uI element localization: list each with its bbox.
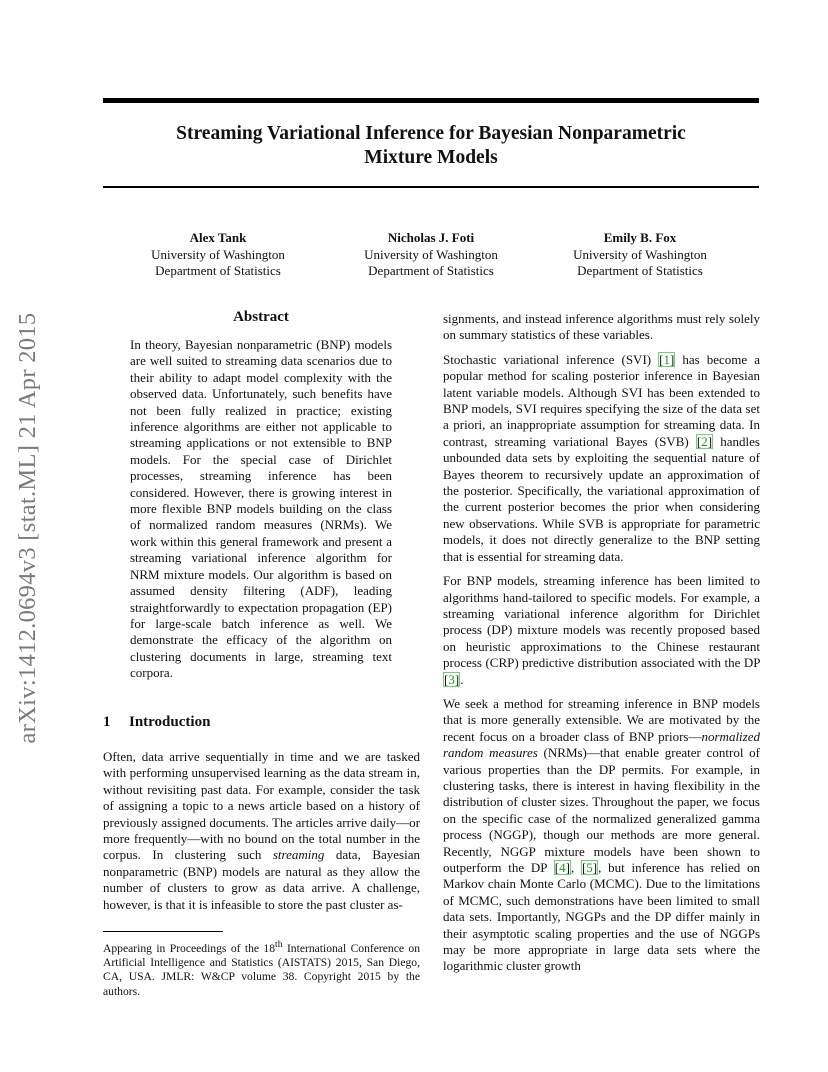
author-name: Nicholas J. Foti [387,230,475,245]
arxiv-identifier [8,290,48,765]
text-run: Often, data arrive sequentially in time and we are tasked with performing unsupervised learning as the data stream in, without revisiting past data. For example, consider the task of assigning a topic to a news article based on a history of previously assigned documents. The articles arrive daily—or more frequently—with no bound on the total number in the corpus. In clustering such [103,749,420,863]
author-department: Department of Statistics [155,263,281,278]
right-column [443,311,760,983]
author-affiliation: University of Washington [573,246,707,262]
emphasis-text: streaming [272,847,325,863]
section-heading-introduction [103,714,210,731]
text-run: We seek a method for streaming inference in BNP models that is more generally extensible. We are motivated by the recent focus on a broader class of BNP priors— [443,695,760,744]
citation-link[interactable]: [ 1 ] [658,352,675,367]
footnote [103,938,420,999]
text-run: International Conference on Artificial Intelligence and Statistics (AISTATS) 2015, San Diego, CA, USA. JMLR: W&CP volume 38. Copyright 2015 by the authors. [103,941,420,998]
superscript: th [275,939,283,950]
text-run: Appearing in Proceedings of the 18 [103,941,276,955]
paragraph [443,573,760,688]
abstract-heading: Abstract [233,309,289,325]
text-run: , [570,860,581,875]
paragraph [103,749,420,913]
citation-link[interactable]: [ 5 ] [581,860,598,875]
author-name: Alex Tank [189,230,247,245]
author-name: Emily B. Fox [603,230,677,245]
paragraph [443,696,760,975]
title-line-2: Mixture Models [364,147,498,168]
section-title: Introduction [129,714,211,730]
text-run: For BNP models, streaming inference has been limited to algorithms hand-tailored to specific models. For example, a streaming variational inference algorithm for Dirichlet process (DP) mixture models was recently proposed based on heuristic approximations to the Chinese restaurant process (CRP) predictive distribution associated with the DP [443,573,760,671]
text-run: data, Bayesian nonparametric (BNP) models are natural as they allow the number of clusters to grow as data arrive. A challenge, however, is that it is infeasible to store the past cluster as- [103,847,420,912]
abstract-text: In theory, Bayesian nonparametric (BNP) models are well suited to streaming data scenarios due to their ability to adapt model complexity with the observed data. Unfortunately, such benefits have not been fully realized in practice; existing inference algorithms are either not applicable to streaming applications or not extensible to BNP models. For the special case of Dirichlet processes, streaming inference has been considered. However, there is growing interest in more flexible BNP models building on the class of normalized random measures (NRMs). We work within this general framework and present a streaming variational inference algorithm for NRM mixture models. Our algorithm is based on assumed density filtering (ADF), leading straightforwardly to expectation propagation (EP) for large-scale batch inference as well. We demonstrate the efficacy of the algorithm on clustering documents in large, streaming text corpora. [130,337,392,681]
title-rule [103,186,759,188]
author-department: Department of Statistics [577,263,703,278]
author-department: Department of Statistics [368,263,494,278]
author-affiliation: University of Washington [151,246,285,262]
author-block-1 [118,230,318,280]
text-run: has become a popular method for scaling posterior inference in Bayesian latent variable models. Although SVI has been extended to BNP models, SVI requires specifying the size of the data set a priori, an inappropriate assumption for streaming data. In contrast, streaming variational Bayes (SVB) [443,351,760,449]
citation-link[interactable]: [ 2 ] [696,434,713,449]
arxiv-identifier-text: arXiv:1412.0694v3 [stat.ML] 21 Apr 2015 [14,312,41,743]
author-block-2 [331,230,531,280]
text-run: handles unbounded data sets by exploiting the sequential nature of Bayes theorem to recursively update an approximation of the posterior. Specifically, the variational approximation of the current posterior becomes the prior when considering new observations. While SVB is appropriate for parametric models, it does not directly generalize to the BNP setting that is essential for streaming data. [443,433,760,564]
emphasis-text: normalized random measures [443,728,760,761]
footnote-rule [103,931,223,932]
title-line-1: Streaming Variational Inference for Bayesian Nonparametric [176,123,686,144]
author-affiliation: University of Washington [364,246,498,262]
section-number: 1 [103,714,111,730]
citation-link[interactable]: [ 3 ] [443,672,460,687]
citation-link[interactable]: [ 4 ] [554,860,571,875]
author-block-3 [540,230,740,280]
text-run: (NRMs)—that enable greater control of various properties than the DP permits. For example, in clustering tasks, there is interest in having flexibility in the distribution of cluster sizes. Throughout the paper, we focus on the specific case of the normalized generalized gamma process (NGGP), though our methods are more general. Recently, NGGP mixture models have been shown to outperform the DP [443,745,760,875]
text-run: , but inference has relied on Markov chain Monte Carlo (MCMC). Due to the limitations of MCMC, such demonstrations have been limited to small data sets. Importantly, NGGPs and the DP differ mainly in their asymptotic scaling properties and the use of NGGPs may be more appropriate in large data sets where the logarithmic cluster growth [443,860,761,974]
paragraph: signments, and instead inference algorithms must rely solely on summary statistics of these variables. [443,311,760,343]
paper-title [103,122,759,170]
text-run: Stochastic variational inference (SVI) [443,351,659,367]
paragraph [443,352,760,565]
intro-body [103,749,420,921]
text-run: . [460,671,464,687]
top-rule [103,98,759,103]
abstract-body [130,337,392,690]
